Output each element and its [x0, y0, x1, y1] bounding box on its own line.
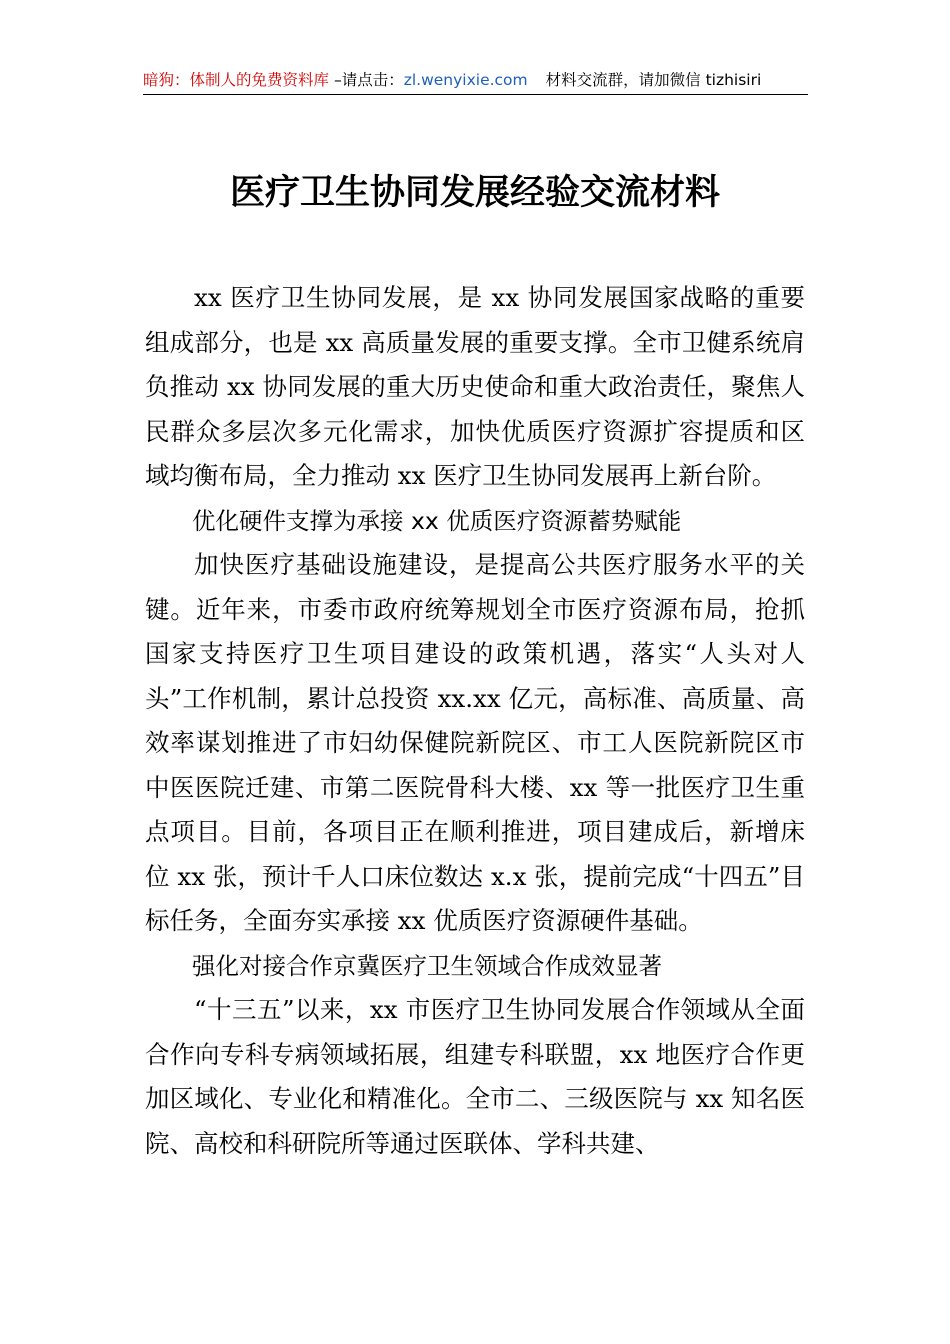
document-title: 医疗卫生协同发展经验交流材料: [229, 172, 720, 213]
document-body: [145, 276, 805, 1166]
header-brand: 暗狗：体制人的免费资料库: [143, 71, 330, 89]
header-link[interactable]: zl.wenyixie.com: [403, 71, 528, 89]
section-heading-2: 强化对接合作京冀医疗卫生领域合作成效显著: [192, 951, 662, 980]
page-header: [143, 68, 808, 95]
section-heading-1: 优化硬件支撑为承接 xx 优质医疗资源蓄势赋能: [192, 506, 682, 535]
header-prefix: –请点击：: [329, 71, 404, 89]
intro-paragraph: xx 医疗卫生协同发展，是 xx 协同发展国家战略的重要组成部分，也是 xx 高质量发展的重要支撑。全市卫健系统肩负推动 xx 协同发展的重大历史使命和重大政治责任，聚焦人民群众多层次多元化需求，加快优质医疗资源扩容提质和区域均衡布局，全力推动 xx 医疗卫生协同发展再上新台阶。: [145, 283, 805, 490]
section-paragraph-1: 加快医疗基础设施建设，是提高公共医疗服务水平的关键。近年来，市委市政府统筹规划全市医疗资源布局，抢抓国家支持医疗卫生项目建设的政策机遇，落实“人头对人头”工作机制，累计总投资 xx.xx 亿元，高标准、高质量、高效率谋划推进了市妇幼保健院新院区、市工人医院新院区市中医医院迁建、市第二医院骨科大楼、xx 等一批医疗卫生重点项目。目前，各项目正在顺利推进，项目建成后，新增床位 xx 张，预计千人口床位数达 x.x 张，提前完成“十四五”目标任务，全面夯实承接 xx 优质医疗资源硬件基础。: [145, 550, 805, 935]
header-group-note: 材料交流群，请加微信 tizhisiri: [545, 71, 762, 89]
section-paragraph-2: “十三五”以来，xx 市医疗卫生协同发展合作领域从全面合作向专科专病领域拓展，组建专科联盟，xx 地医疗合作更加区域化、专业化和精准化。全市二、三级医院与 xx 知名医院、高校和科研院所等通过医联体、学科共建、: [145, 995, 805, 1158]
